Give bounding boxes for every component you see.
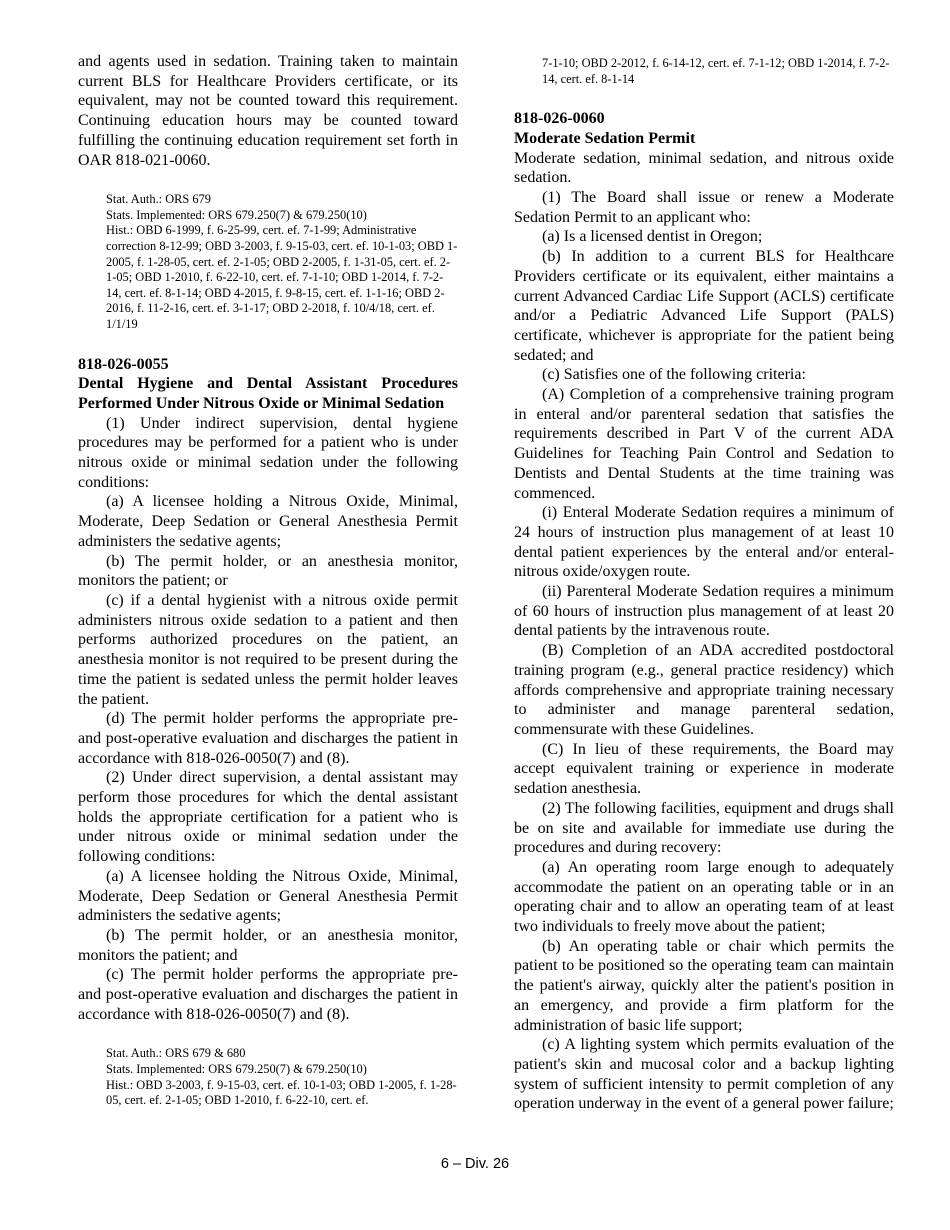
paragraph: (2) The following facilities, equipment and drugs shall be on site and available for immediate use during the procedures and during recovery:: [514, 799, 894, 857]
paragraph: (A) Completion of a comprehensive training program in enteral and/or parenteral sedation that satisfies the requirements described in Part V of the current ADA Guidelines for Teaching Pain Control and Sedation to Dentists and Dental Students at the time training was commenced.: [514, 386, 894, 502]
section-number: 818-026-0055: [78, 355, 169, 373]
history-note-continued: [514, 56, 894, 87]
intro-paragraph: and agents used in sedation. Training taken to maintain current BLS for Healthcare Providers certificate, or its equivalent, may not be counted toward this requirement. Continuing education hours may be counted toward fulfilling the continuing education requirement set forth in OAR 818-021-0060.: [78, 53, 458, 169]
paragraph: (B) Completion of an ADA accredited postdoctoral training program (e.g., general practice residency) which affords comprehensive and appropriate training necessary to administer and manage parenteral sedation, commensurate with these Guidelines.: [514, 642, 894, 738]
paragraph: (b) The permit holder, or an anesthesia monitor, monitors the patient; or: [78, 552, 458, 590]
paragraph: (b) An operating table or chair which permits the patient to be positioned so the operating team can maintain the patient's airway, quickly alter the patient's position in an emergency, and provide a firm platform for the administration of basic life support;: [514, 937, 894, 1034]
paragraph: (c) A lighting system which permits evaluation of the patient's skin and mucosal color and a backup lighting system of sufficient intensity to permit completion of any operation underway in the event of a general power failure;: [514, 1036, 894, 1113]
section-number: 818-026-0060: [514, 110, 605, 128]
paragraph: (b) The permit holder, or an anesthesia monitor, monitors the patient; and: [78, 926, 458, 964]
stat-auth: Stat. Auth.: ORS 679 & 680: [106, 1046, 246, 1061]
section-title: Dental Hygiene and Dental Assistant Procedures Performed Under Nitrous Oxide or Minimal Sedation: [78, 375, 458, 412]
left-column: [78, 52, 458, 1109]
section-title: Moderate Sedation Permit: [514, 129, 696, 147]
paragraph: (ii) Parenteral Moderate Sedation requires a minimum of 60 hours of instruction plus management of at least 20 dental patients by the intravenous route.: [514, 583, 894, 640]
paragraph: (C) In lieu of these requirements, the Board may accept equivalent training or experience in moderate sedation anesthesia.: [514, 740, 894, 798]
paragraph: (i) Enteral Moderate Sedation requires a minimum of 24 hours of instruction plus management of at least 10 dental patient experiences by the enteral and/or enteral-nitrous oxide/oxygen route.: [514, 504, 894, 581]
history-note-1: [78, 192, 458, 332]
paragraph: (b) In addition to a current BLS for Healthcare Providers certificate or its equivalent, either maintains a current Advanced Cardiac Life Support (ACLS) certificate and/or a Pediatric Advanced Life Support (PALS) certificate, whichever is appropriate for the patient being sedated; and: [514, 248, 894, 364]
paragraph: (a) A licensee holding a Nitrous Oxide, Minimal, Moderate, Deep Sedation or General Anesthesia Permit administers the sedative agents;: [78, 493, 458, 550]
stats-implemented: Stats. Implemented: ORS 679.250(7) & 679.250(10): [106, 207, 367, 222]
paragraph: (c) Satisfies one of the following criteria:: [542, 366, 806, 384]
paragraph: (1) The Board shall issue or renew a Moderate Sedation Permit to an applicant who:: [514, 189, 894, 226]
stats-implemented: Stats. Implemented: ORS 679.250(7) & 679.250(10): [106, 1062, 367, 1077]
right-column: [514, 56, 894, 1114]
paragraph: (2) Under direct supervision, a dental assistant may perform those procedures for which the dental assistant holds the appropriate certification for a patient who is under nitrous oxide or minimal sedation under the following conditions:: [78, 769, 458, 866]
paragraph: (c) The permit holder performs the appropriate pre- and post-operative evaluation and discharges the patient in accordance with 818-026-0050(7) and (8).: [78, 966, 458, 1023]
history-note-2: [78, 1046, 458, 1108]
history: Hist.: OBD 3-2003, f. 9-15-03, cert. ef. 10-1-03; OBD 1-2005, f. 1-28-05, cert. ef. 2-1-05; OBD 1-2010, f. 6-22-10, cert. ef.: [106, 1077, 457, 1108]
paragraph: (1) Under indirect supervision, dental hygiene procedures may be performed for a patient who is under nitrous oxide or minimal sedation under the following conditions:: [78, 414, 458, 491]
stat-auth: Stat. Auth.: ORS 679: [106, 192, 211, 207]
paragraph: (d) The permit holder performs the appropriate pre- and post-operative evaluation and discharges the patient in accordance with 818-026-0050(7) and (8).: [78, 710, 458, 767]
page-footer: 6 – Div. 26: [440, 1156, 510, 1172]
history: 7-1-10; OBD 2-2012, f. 6-14-12, cert. ef. 7-1-12; OBD 1-2014, f. 7-2-14, cert. ef. 8-1-14: [542, 56, 890, 86]
paragraph: (a) A licensee holding the Nitrous Oxide, Minimal, Moderate, Deep Sedation or General Anesthesia Permit administers the sedative agents;: [78, 867, 458, 925]
history: Hist.: OBD 6-1999, f. 6-25-99, cert. ef. 7-1-99; Administrative correction 8-12-99; OBD 3-2003, f. 9-15-03, cert. ef. 10-1-03; OBD 1-2005, f. 1-28-05, cert. ef. 2-1-05; OBD 2-2005, f. 1-31-05, cert. ef. 2-1-05; OBD 1-2010, f. 6-22-10, cert. ef. 7-1-10; OBD 1-2014, f. 7-2-14, cert. ef. 8-1-14; OBD 4-2015, f. 9-8-15, cert. ef. 1-1-16; OBD 2-2016, f. 11-2-16, cert. ef. 3-1-17; OBD 2-2018, f. 10/4/18, cert. ef. 1/1/19: [106, 223, 458, 331]
paragraph: (a) An operating room large enough to adequately accommodate the patient on an operating table or in an operating chair and to allow an operating team of at least two individuals to freely move about the patient;: [514, 858, 894, 936]
section-subtitle: Moderate sedation, minimal sedation, and nitrous oxide sedation.: [514, 149, 894, 187]
paragraph: (a) Is a licensed dentist in Oregon;: [542, 228, 763, 246]
paragraph: (c) if a dental hygienist with a nitrous oxide permit administers nitrous oxide sedation to a patient and then performs authorized procedures on the patient, an anesthesia monitor is not required to be present during the time the patient is sedated unless the permit holder leaves the patient.: [78, 592, 458, 708]
